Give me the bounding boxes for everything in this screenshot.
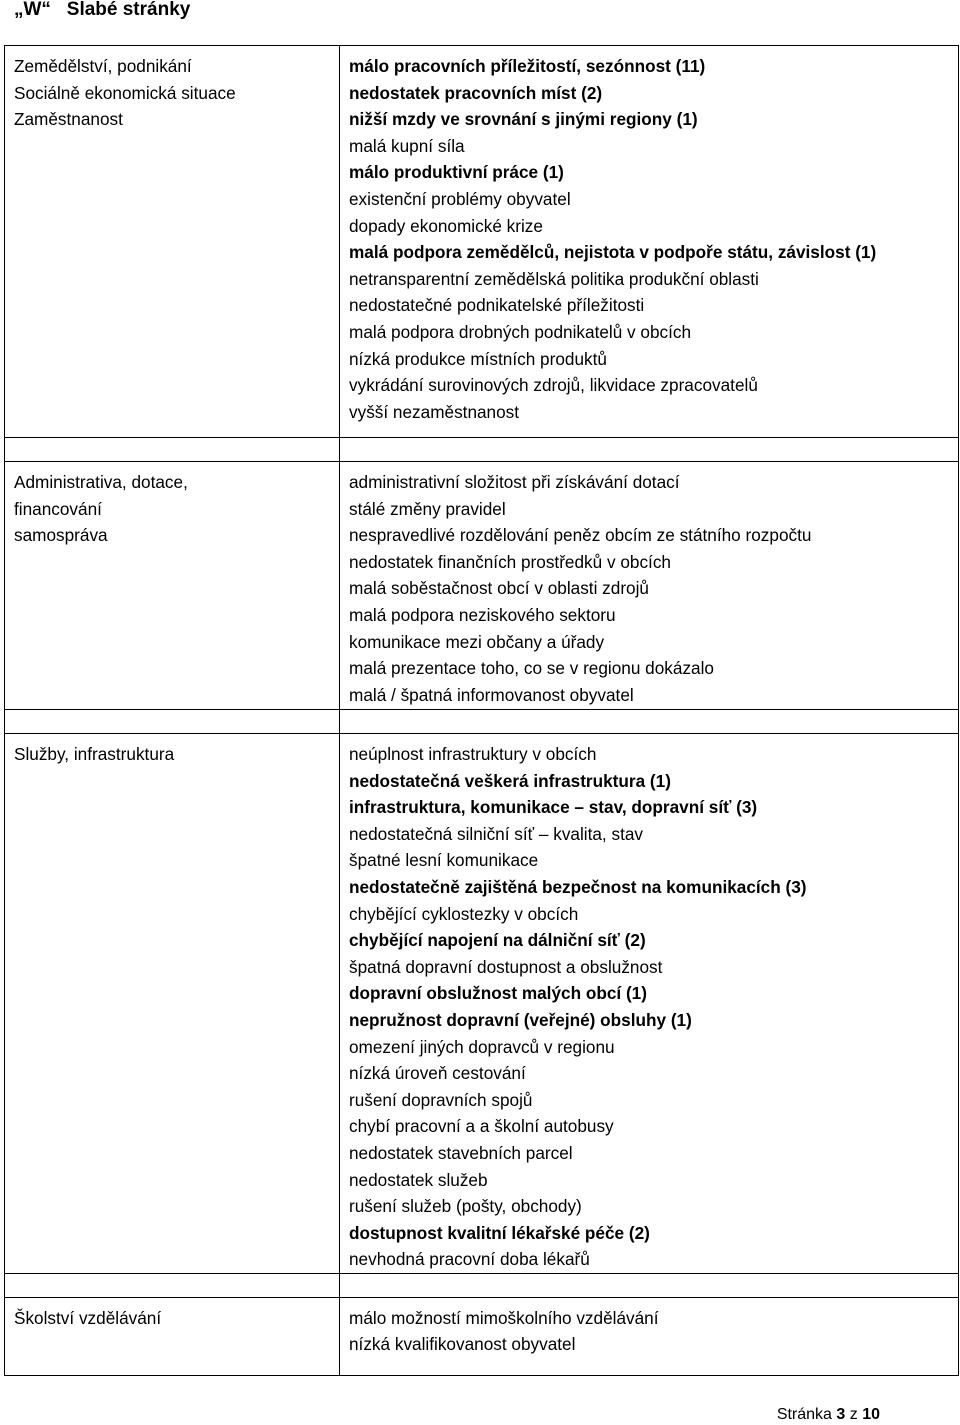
weakness-item: malá prezentace toho, co se v regionu dokázalo <box>349 658 714 679</box>
spacer-cell <box>340 710 959 734</box>
weakness-item: nedostatečné podnikatelské příležitosti <box>349 295 645 316</box>
weakness-item: vykrádání surovinových zdrojů, likvidace zpracovatelů <box>349 375 758 396</box>
weakness-item: malá podpora drobných podnikatelů v obcích <box>349 321 692 342</box>
weakness-item: netransparentní zemědělská politika produkční oblasti <box>349 268 759 289</box>
weakness-item: vyšší nezaměstnanost <box>349 401 520 422</box>
weakness-item: chybějící cyklostezky v obcích <box>349 903 579 924</box>
spacer-cell <box>5 1273 340 1297</box>
spacer-cell <box>5 710 340 734</box>
weakness-item: malá podpora neziskového sektoru <box>349 604 616 625</box>
weakness-item: špatné lesní komunikace <box>349 850 539 871</box>
weakness-item: nižší mzdy ve srovnání s jinými regiony (1) <box>349 109 698 130</box>
weaknesses-table <box>4 45 959 1376</box>
weakness-item: existenční problémy obyvatel <box>349 188 571 209</box>
spacer-row <box>5 710 959 734</box>
weakness-item: málo produktivní práce (1) <box>349 162 564 183</box>
spacer-row <box>5 438 959 462</box>
category-cell <box>5 1297 340 1375</box>
weakness-item: chybí pracovní a a školní autobusy <box>349 1116 614 1137</box>
weakness-item: komunikace mezi občany a úřady <box>349 631 605 652</box>
page-number: 3 <box>836 1406 846 1423</box>
weakness-item: nedostatek služeb <box>349 1169 488 1190</box>
weakness-item: nepružnost dopravní (veřejné) obsluhy (1) <box>349 1009 692 1030</box>
spacer-row <box>5 1273 959 1297</box>
footer-separator: z <box>845 1406 863 1423</box>
items-cell <box>340 46 959 438</box>
weakness-item: nedostatek stavebních parcel <box>349 1142 573 1163</box>
weakness-item: neúplnost infrastruktury v obcích <box>349 744 597 764</box>
weakness-item: nízká úroveň cestování <box>349 1063 526 1084</box>
table-row <box>5 1297 959 1375</box>
weakness-item: málo možností mimoškolního vzdělávání <box>349 1307 659 1328</box>
weakness-item: rušení dopravních spojů <box>349 1089 533 1110</box>
weakness-item: malá / špatná informovanost obyvatel <box>349 684 634 705</box>
weakness-item: rušení služeb (pošty, obchody) <box>349 1196 582 1217</box>
category-label: financování <box>14 498 102 519</box>
weakness-item: chybějící napojení na dálniční síť (2) <box>349 930 646 951</box>
weakness-item: nedostatek pracovních míst (2) <box>349 82 603 103</box>
footer-prefix: Stránka <box>776 1406 837 1423</box>
items-cell <box>340 1297 959 1375</box>
table-row <box>5 46 959 438</box>
weakness-item: dopady ekonomické krize <box>349 215 543 236</box>
category-label: Zemědělství, podnikání <box>14 56 192 76</box>
weakness-item: nedostatečně zajištěná bezpečnost na komunikacích (3) <box>349 876 807 897</box>
weakness-item: nedostatečná silniční síť – kvalita, stav <box>349 823 644 844</box>
category-cell <box>5 734 340 1274</box>
category-cell <box>5 462 340 710</box>
weakness-item: malá kupní síla <box>349 135 465 156</box>
category-label: Sociálně ekonomická situace <box>14 82 236 103</box>
weakness-item: nevhodná pracovní doba lékařů <box>349 1249 590 1270</box>
weakness-item: omezení jiných dopravců v regionu <box>349 1036 615 1057</box>
category-cell <box>5 46 340 438</box>
weakness-item: malá soběstačnost obcí v oblasti zdrojů <box>349 578 649 599</box>
table-row <box>5 462 959 710</box>
weakness-item: malá podpora zemědělců, nejistota v podpoře státu, závislost (1) <box>349 242 877 263</box>
category-label: Zaměstnanost <box>14 109 123 130</box>
category-label: Školství vzdělávání <box>14 1307 162 1328</box>
table-row <box>5 734 959 1274</box>
category-label: samospráva <box>14 525 108 546</box>
weakness-item: nedostatek finančních prostředků v obcích <box>349 551 671 572</box>
weakness-item: dostupnost kvalitní lékařské péče (2) <box>349 1222 650 1243</box>
category-label: Služby, infrastruktura <box>14 744 175 764</box>
items-cell <box>340 734 959 1274</box>
weakness-item: administrativní složitost při získávání dotací <box>349 472 680 492</box>
spacer-cell <box>340 1273 959 1297</box>
weakness-item: infrastruktura, komunikace – stav, dopravní síť (3) <box>349 797 758 818</box>
spacer-cell <box>5 438 340 462</box>
page-total: 10 <box>862 1406 880 1423</box>
items-cell <box>340 462 959 710</box>
weakness-item: nízká kvalifikovanost obyvatel <box>349 1334 576 1355</box>
document-title: „W“ Slabé stránky <box>14 0 191 20</box>
weakness-item: špatná dopravní dostupnost a obslužnost <box>349 956 663 977</box>
weakness-item: nedostatečná veškerá infrastruktura (1) <box>349 770 671 791</box>
weakness-item: dopravní obslužnost malých obcí (1) <box>349 983 647 1004</box>
spacer-cell <box>340 438 959 462</box>
weakness-item: stálé změny pravidel <box>349 498 506 519</box>
weakness-item: nízká produkce místních produktů <box>349 348 607 369</box>
weakness-item: málo pracovních příležitostí, sezónnost (11) <box>349 56 706 76</box>
weakness-item: nespravedlivé rozdělování peněz obcím ze státního rozpočtu <box>349 525 812 546</box>
category-label: Administrativa, dotace, <box>14 472 188 492</box>
page-footer <box>777 1405 880 1425</box>
